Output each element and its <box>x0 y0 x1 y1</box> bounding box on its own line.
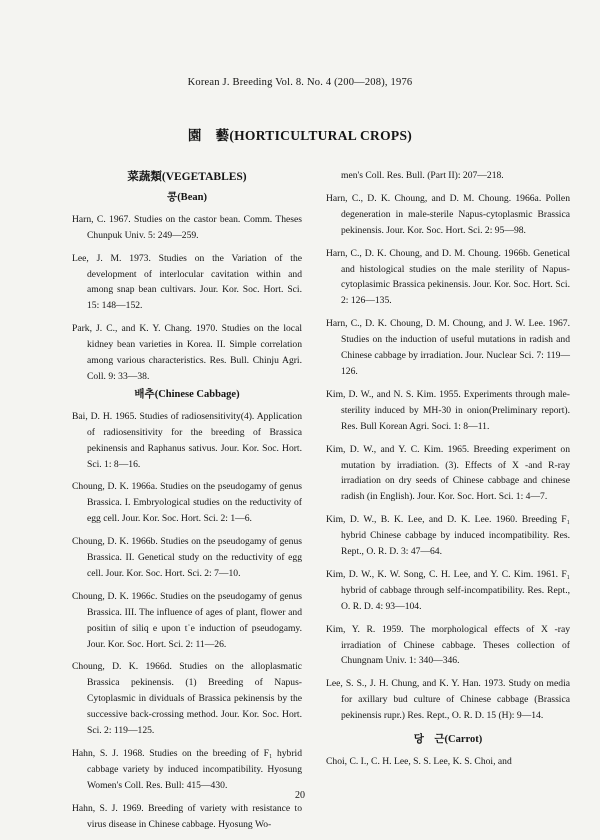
reference-entry: Choi, C. I., C. H. Lee, S. S. Lee, K. S. Choi, and <box>326 756 512 767</box>
subheading-chinese-cabbage: 배추(Chinese Cabbage) <box>134 388 240 400</box>
section-heading-vegetables: 菜蔬類(VEGETABLES) <box>127 171 247 183</box>
subheading-bean: 콩(Bean) <box>167 191 207 203</box>
left-column <box>72 168 302 840</box>
reference-entry: Hahn, S. J. 1969. Breeding of variety with resistance to virus disease in Chinese cabbage. Hyosung Wo- <box>72 802 302 830</box>
reference-entry: Park, J. C., and K. Y. Chang. 1970. Studies on the local kidney bean varieties in Korea. II. Simple correlation among various characteristics. Res. Bull. Chinju Agri. Coll. 9: 33—38. <box>72 323 302 382</box>
reference-entry: Harn, C., D. K. Choung, and D. M. Choung. 1966a. Pollen degeneration in male-sterile Napus-cytoplasmic Brassica pekinensis. Jour. Kor. Soc. Hort. Sci. 2: 95—98. <box>326 192 570 236</box>
reference-entry: Hahn, S. J. 1968. Studies on the breeding of F₁ hybrid cabbage variety by induced incompatibility. Hyosung Women's Coll. Res. Bull: 415—430. <box>72 748 302 791</box>
reference-entry: Bai, D. H. 1965. Studies of radiosensitivity(4). Application of radiosensitivity for the breeding of Brassica pekinensis and Raphanus sativus. Jour. Kor. Soc. Hort. Sci. 1: 8—16. <box>72 410 302 470</box>
reference-entry: Lee, J. M. 1973. Studies on the Variation of the development of interlocular cavitation within and among snap bean cultivars. Jour. Kor. Soc. Hort. Sci. 15: 148—152. <box>72 252 302 312</box>
journal-header: Korean J. Breeding Vol. 8. No. 4 (200—208), 1976 <box>187 77 413 88</box>
reference-entry: Kim, D. W., B. K. Lee, and D. K. Lee. 1960. Breeding F₁ hybrid Chinese cabbage by induced incompatibility. Res. Rept., O. R. D. 3: 47—64. <box>326 514 570 558</box>
reference-entry: Choung, D. K. 1966a. Studies on the pseudogamy of genus Brassica. I. Embryological studies on the reductivity of egg cell. Jour. Kor. Soc. Hort. Sci. 2: 1—6. <box>72 481 302 525</box>
reference-entry: Harn, C. 1967. Studies on the castor bean. Comm. Theses Chunpuk Univ. 5: 249—259. <box>72 213 302 241</box>
reference-entry: Kim, Y. R. 1959. The morphological effects of X -ray irradiation of Chinese cabbage. Theses collection of Chungnam Univ. 1: 340—346. <box>326 623 570 667</box>
reference-entry: Lee, S. S., J. H. Chung, and K. Y. Han. 1973. Study on media for axillary bud culture of Chinese cabbage (Brassica pekinensis rupr.) Res. Rept., O. R. D. 15 (H): 9—14. <box>326 678 570 722</box>
page-number: 20 <box>295 790 305 801</box>
reference-entry: Kim, D. W., and N. S. Kim. 1955. Experiments through male-sterility induced by MH-30 in onion(Preliminary report). Res. Bull Korean Agri. Soci. 1: 8—11. <box>326 388 570 432</box>
reference-entry: Choung, D. K. 1966d. Studies on the alloplasmatic Brassica pekinensis. (1) Breeding of Napus-Cytoplasmic in dividuals of Brassica pekinensis by the successive back-crossing method. Jour. Kor. Soc. Hort. Sci. 2: 119—125. <box>72 661 302 737</box>
page-title: 園 藝(HORTICULTURAL CROPS) <box>187 128 413 143</box>
reference-entry: Harn, C., D. K. Choung, and D. M. Choung. 1966b. Genetical and histological studies on the male sterility of Napus-cytoplasimic Brassica pekinensis. Jour. Kor. Soc. Hort. Sci. 2: 126—135. <box>326 247 570 307</box>
reference-entry: Choung, D. K. 1966c. Studies on the pseudogamy of genus Brassica. III. The influence of ages of plant, flower and positiın of siliq e upon tʿe induction of pseudogamy. Jour. Kor. Soc. Hort. Sci. 2: 11—26. <box>72 590 302 650</box>
reference-entry: Kim, D. W., and Y. C. Kim. 1965. Breeding experiment on mutation by irradiation. (3). Effects of X -and R-ray irradiation on dry seeds of Chinese cabbage and chinese radish (in English). Jour. Kor. Soc. Hort. Sci. 1: 4—7. <box>326 443 570 503</box>
reference-entry: Harn, C., D. K. Choung, D. M. Choung, and J. W. Lee. 1967. Studies on the induction of useful mutations in radish and Chinese cabbage by irradiation. Jour. Nuclear Sci. 7: 119—126. <box>326 318 570 377</box>
reference-entry: Choung, D. K. 1966b. Studies on the pseudogamy of genus Brassica. II. Genetical study on the reductivity of egg cell. Jour. Kor. Soc. Hort. Sci. 2: 7—10. <box>72 536 302 579</box>
subheading-carrot: 당 근(Carrot) <box>413 734 483 746</box>
reference-entry: Kim, D. W., K. W. Song, C. H. Lee, and Y. C. Kim. 1961. F₁ hybrid of cabbage through self-incompatibility. Res. Rept., O. R. D. 4: 93—104. <box>326 568 570 612</box>
right-column <box>326 168 570 777</box>
reference-continuation: men's Coll. Res. Bull. (Part II): 207—218. <box>341 170 504 181</box>
